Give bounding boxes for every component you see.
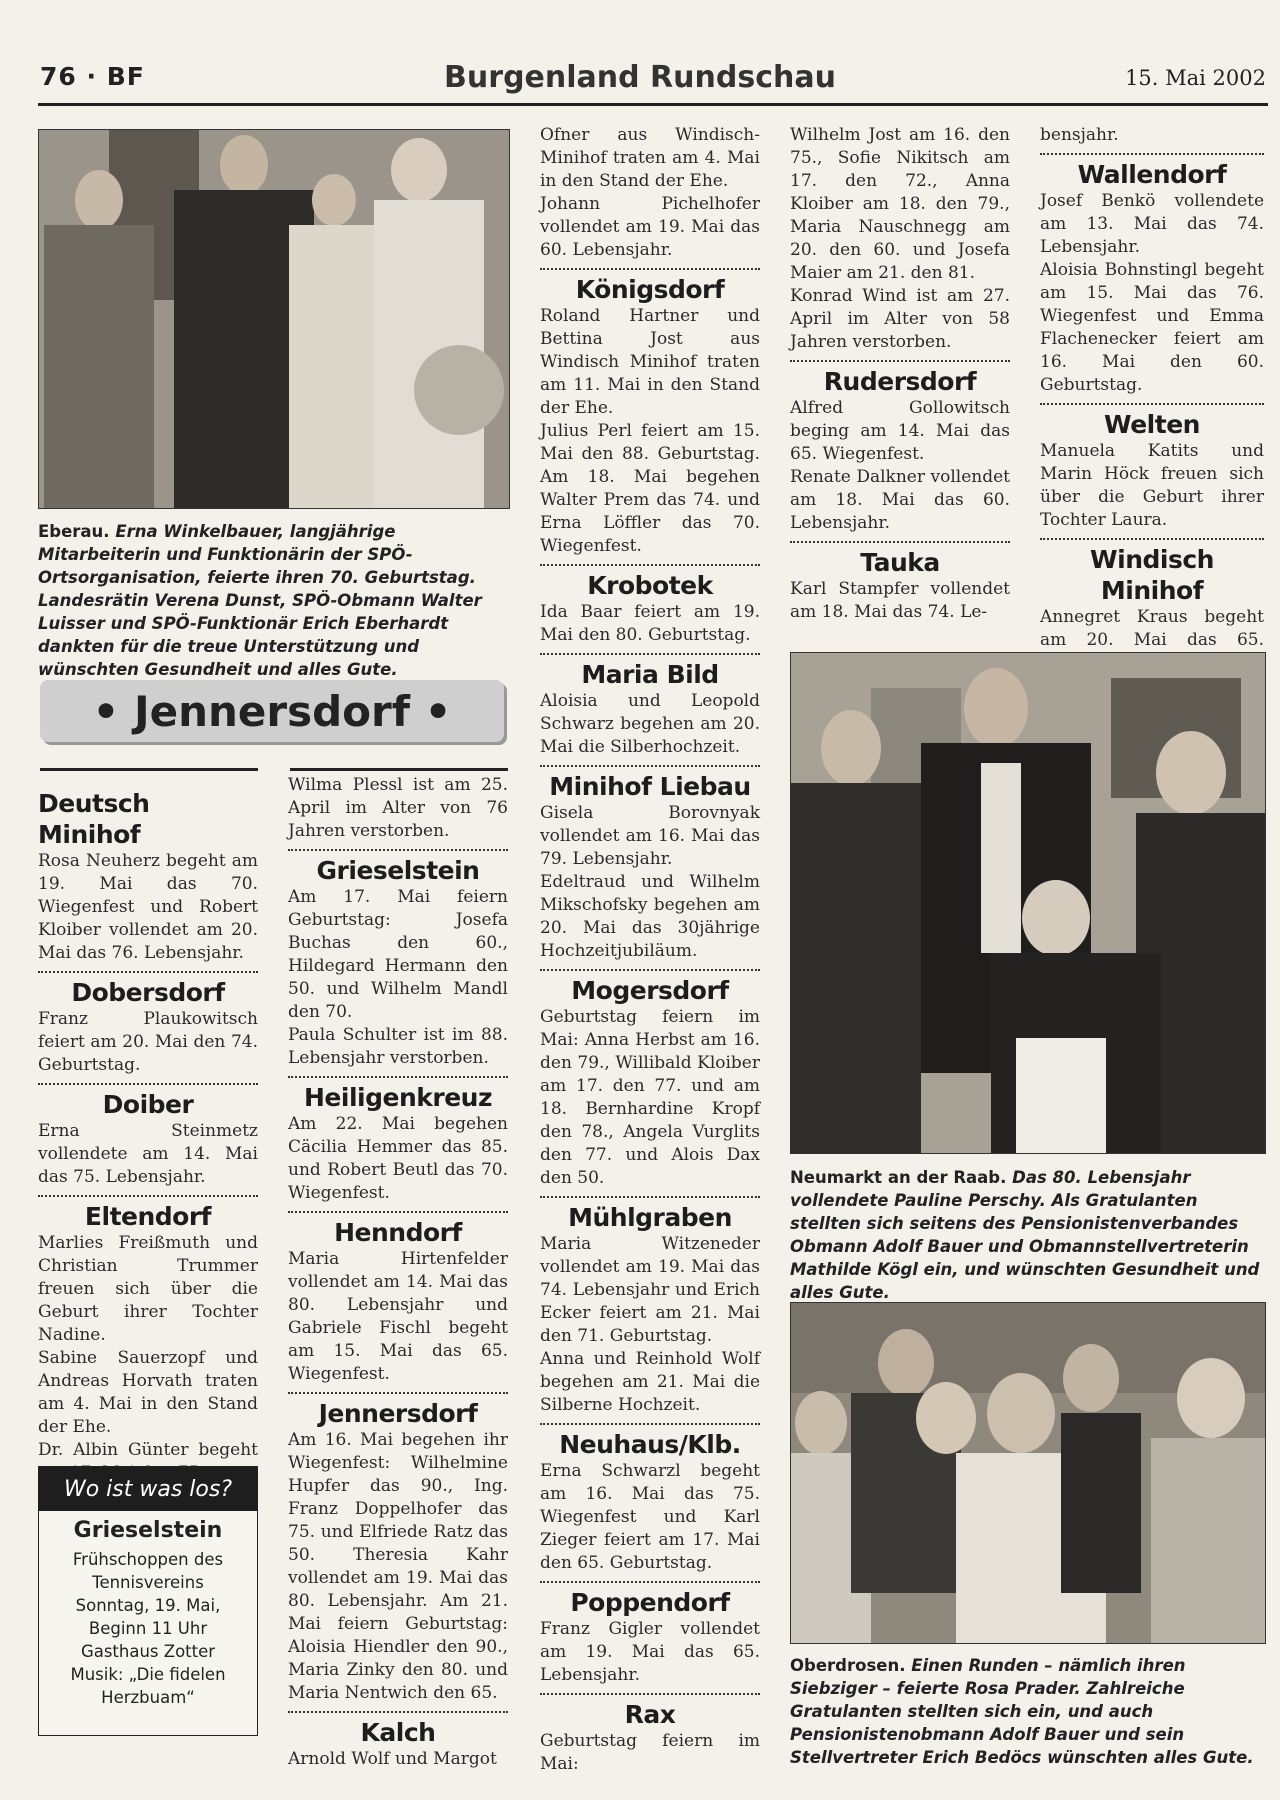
dotted-separator bbox=[540, 1196, 760, 1198]
event-box bbox=[38, 1466, 258, 1736]
article-text: Ofner aus Windisch-Minihof traten am 4. Mai in den Stand der Ehe. bbox=[540, 125, 760, 191]
heading: Windisch Minihof bbox=[1090, 545, 1214, 605]
dotted-separator bbox=[38, 1195, 258, 1197]
issue-date: 15. Mai 2002 bbox=[1125, 66, 1266, 90]
photo-oberdrosen-image bbox=[791, 1303, 1265, 1643]
caption-place: Eberau. bbox=[38, 522, 110, 541]
dotted-separator bbox=[288, 1076, 508, 1078]
heading: Eltendorf bbox=[84, 1202, 212, 1231]
event-line: Frühschoppen des bbox=[72, 1550, 224, 1569]
article-text: Konrad Wind ist am 27. April im Alter von 58 Jahren verstorben. bbox=[790, 286, 1010, 352]
heading: Krobotek bbox=[587, 571, 713, 600]
dotted-separator bbox=[540, 969, 760, 971]
article-text: Wilma Plessl ist am 25. April im Alter von 76 Jahren verstorben. bbox=[288, 775, 508, 841]
column-rule bbox=[290, 768, 508, 771]
dotted-separator bbox=[540, 653, 760, 655]
photo-eberau bbox=[38, 129, 510, 509]
article-text: Gisela Borovnyak vollendet am 16. Mai das 79. Lebensjahr. bbox=[540, 803, 760, 869]
dotted-separator bbox=[540, 765, 760, 767]
article-text: Josef Benkö vollendete am 13. Mai das 74. Lebensjahr. bbox=[1040, 191, 1264, 257]
dotted-separator bbox=[38, 1083, 258, 1085]
dotted-separator bbox=[1040, 538, 1264, 540]
dotted-separator bbox=[540, 1423, 760, 1425]
caption-place: Oberdrosen. bbox=[790, 1656, 906, 1675]
article-text: Maria Witzeneder vollendet am 19. Mai das 74. Lebensjahr und Erich Ecker feiert am 21. Mai den 71. Geburtstag. bbox=[540, 1234, 760, 1346]
article-text: Arnold Wolf und Margot bbox=[288, 1749, 497, 1769]
column-4 bbox=[790, 124, 1010, 624]
article-text: Am 16. Mai begehen ihr Wiegenfest: Wilhelmine Hupfer das 90., Ing. Franz Doppelhofer das 75. und Elfriede Ratz das 50. Theresia Kahr vollendet am 19. Mai das 80. Lebensjahr. Am 21. Mai feiern Geburtstag: Aloisia Hiendler den 90., Maria Zinky den 80. und Maria Nentwich den 65. bbox=[288, 1430, 508, 1703]
event-line: Herzbuam“ bbox=[101, 1688, 195, 1707]
article-text: Aloisia und Leopold Schwarz begehen am 20. Mai die Silberhochzeit. bbox=[540, 691, 760, 757]
article-text: Geburtstag feiern im Mai: bbox=[540, 1731, 760, 1774]
photo-neumarkt-image bbox=[791, 653, 1265, 1153]
dotted-separator bbox=[288, 849, 508, 851]
caption-text: Das 80. Lebensjahr vollendete Pauline Perschy. Als Gratulanten stellten sich seitens des Pensionistenverbandes Obmann Adolf Bauer und Obmannstellvertreterin Mathilde Kögl ein, und wünschten Gesundheit und alles Gute. bbox=[790, 1168, 1260, 1302]
article-text: Roland Hartner und Bettina Jost aus Windisch Minihof traten am 11. Mai in den Stand der Ehe. bbox=[540, 306, 760, 418]
heading: Mogersdorf bbox=[571, 976, 729, 1005]
caption-neumarkt bbox=[790, 1166, 1264, 1304]
article-text: Erna Schwarzl begeht am 16. Mai das 75. Wiegenfest und Karl Zieger feiert am 17. Mai den 65. Geburtstag. bbox=[540, 1461, 760, 1573]
section-banner bbox=[40, 680, 504, 742]
event-line: Tennisvereins bbox=[92, 1573, 204, 1592]
heading: Maria Bild bbox=[581, 660, 719, 689]
caption-eberau bbox=[38, 520, 510, 681]
article-text: Franz Gigler vollendet am 19. Mai das 65. Lebensjahr. bbox=[540, 1619, 760, 1685]
article-text: Karl Stampfer vollendet am 18. Mai das 74. Le- bbox=[790, 579, 1010, 622]
photo-oberdrosen bbox=[790, 1302, 1266, 1644]
heading: Rudersdorf bbox=[823, 367, 977, 396]
article-text: Maria Hirtenfelder vollendet am 14. Mai das 80. Lebensjahr und Gabriele Fischl begeht am 15. Mai das 65. Wiegenfest. bbox=[288, 1249, 508, 1384]
article-text: Wilhelm Jost am 16. den 75., Sofie Nikitsch am 17. den 72., Anna Kloiber am 18. den 79., Maria Nauschnegg am 20. den 60. und Josefa Maier am 21. den 81. bbox=[790, 125, 1010, 283]
dotted-separator bbox=[1040, 153, 1264, 155]
event-line: Musik: „Die fidelen bbox=[70, 1665, 226, 1684]
dotted-separator bbox=[540, 1581, 760, 1583]
dotted-separator bbox=[540, 268, 760, 270]
heading: Deutsch Minihof bbox=[38, 789, 150, 849]
event-place: Grieselstein bbox=[73, 1518, 223, 1543]
dotted-separator bbox=[790, 360, 1010, 362]
article-text: Sabine Sauerzopf und Andreas Horvath traten am 4. Mai in den Stand der Ehe. bbox=[38, 1348, 258, 1437]
heading: Dobersdorf bbox=[71, 978, 225, 1007]
article-text: Dr. Albin Günter begeht bbox=[38, 1440, 258, 1460]
article-text: Renate Dalkner vollendet am 18. Mai das 60. Lebensjahr. bbox=[790, 467, 1010, 533]
article-text: Marlies Freißmuth und Christian Trummer freuen sich über die Geburt ihrer Tochter Nadine. bbox=[38, 1233, 258, 1345]
photo-eberau-image bbox=[39, 130, 509, 508]
article-text: Anna und Reinhold Wolf begehen am 21. Mai die Silberne Hochzeit. bbox=[540, 1349, 760, 1415]
dotted-separator bbox=[540, 1693, 760, 1695]
heading: Rax bbox=[624, 1700, 676, 1729]
column-3 bbox=[540, 124, 760, 1776]
event-line: Beginn 11 Uhr bbox=[88, 1619, 208, 1638]
article-text: Am 22. Mai begehen Cäcilia Hemmer das 85. und Robert Beutl das 70. Wiegenfest. bbox=[288, 1114, 508, 1203]
caption-oberdrosen bbox=[790, 1654, 1264, 1769]
dotted-separator bbox=[1040, 403, 1264, 405]
caption-place: Neumarkt an der Raab. bbox=[790, 1168, 1007, 1187]
caption-text: Einen Runden – nämlich ihren Siebziger – feierte Rosa Prader. Zahlreiche Gratulanten stellten sich ein, und auch Pensionistenobmann Adolf Bauer und sein Stellvertreter Erich Bedöcs wünschten alles Gute. bbox=[790, 1656, 1254, 1767]
page-number: 76 · BF bbox=[40, 62, 145, 91]
newspaper-title: Burgenland Rundschau bbox=[444, 60, 836, 95]
column-5 bbox=[1040, 124, 1264, 675]
article-text: Erna Steinmetz vollendete am 14. Mai das 75. Lebensjahr. bbox=[38, 1121, 258, 1187]
article-text: Edeltraud und Wilhelm Mikschofsky begehen am 20. Mai das 30jährige Hochzeitjubiläum. bbox=[540, 872, 760, 961]
article-text: Aloisia Bohnstingl begeht am 15. Mai das 76. Wiegenfest und Emma Flachenecker feiert am 16. Mai den 60. Geburtstag. bbox=[1040, 260, 1264, 395]
article-text: bensjahr. bbox=[1040, 125, 1119, 145]
heading: Mühlgraben bbox=[568, 1203, 732, 1232]
column-2 bbox=[288, 774, 508, 1771]
heading: Grieselstein bbox=[316, 856, 480, 885]
article-text: Annegret Kraus begeht am 20. Mai das 65. bbox=[1040, 607, 1264, 650]
heading: Henndorf bbox=[334, 1218, 462, 1247]
heading: Minihof Liebau bbox=[549, 772, 751, 801]
heading: Königsdorf bbox=[575, 275, 725, 304]
dotted-separator bbox=[540, 564, 760, 566]
heading: Poppendorf bbox=[570, 1588, 730, 1617]
heading: Welten bbox=[1104, 410, 1200, 439]
heading: Tauka bbox=[860, 548, 940, 577]
event-line: Gasthaus Zotter bbox=[80, 1642, 216, 1661]
dotted-separator bbox=[288, 1211, 508, 1213]
heading: Doiber bbox=[102, 1090, 194, 1119]
article-text: Geburtstag feiern im Mai: Anna Herbst am 16. den 79., Willibald Kloiber am 17. den 77. und am 18. Bernhardine Kropf den 78., Angela Vurglits den 77. und Alois Dax den 50. bbox=[540, 1007, 760, 1188]
column-rule bbox=[40, 768, 258, 771]
article-text: Manuela Katits und Marin Höck freuen sich über die Geburt ihrer Tochter Laura. bbox=[1040, 441, 1264, 530]
article-text: Alfred Gollowitsch beging am 14. Mai das 65. Wiegenfest. bbox=[790, 398, 1010, 464]
event-box-body bbox=[39, 1511, 257, 1709]
article-text: Franz Plaukowitsch feiert am 20. Mai den 74. Geburtstag. bbox=[38, 1009, 258, 1075]
section-banner-label: • Jennersdorf • bbox=[92, 686, 452, 736]
article-text: Julius Perl feiert am 15. Mai den 88. Geburtstag. Am 18. Mai begehen Walter Prem das 74. und Erna Löffler das 70. Wiegenfest. bbox=[540, 421, 760, 556]
event-line: Sonntag, 19. Mai, bbox=[75, 1596, 221, 1615]
heading: Neuhaus/Klb. bbox=[559, 1430, 741, 1459]
heading: Heiligenkreuz bbox=[304, 1083, 492, 1112]
photo-neumarkt bbox=[790, 652, 1266, 1154]
caption-text: Erna Winkelbauer, langjährige Mitarbeiterin und Funktionärin der SPÖ-Ortsorganisation, feierte ihren 70. Geburtstag. Landesrätin Verena Dunst, SPÖ-Obmann Walter Luisser und SPÖ-Funktionär Erich Eberhardt dankten für die treue Unterstützung und wünschten Gesundheit und alles Gute. bbox=[38, 522, 482, 679]
heading: Jennersdorf bbox=[318, 1399, 478, 1428]
heading: Wallendorf bbox=[1077, 160, 1227, 189]
article-text: Am 17. Mai feiern Geburtstag: Josefa Buchas den 60., Hildegard Hermann den 50. und Wilhelm Mandl den 70. bbox=[288, 887, 508, 1022]
article-text: Paula Schulter ist im 88. Lebensjahr verstorben. bbox=[288, 1025, 508, 1068]
dotted-separator bbox=[790, 541, 1010, 543]
dotted-separator bbox=[288, 1711, 508, 1713]
dotted-separator bbox=[38, 971, 258, 973]
column-1 bbox=[38, 786, 258, 1485]
header-rule bbox=[38, 103, 1268, 106]
event-box-title: Wo ist was los? bbox=[39, 1467, 257, 1511]
article-text: Rosa Neuherz begeht am 19. Mai das 70. Wiegenfest und Robert Kloiber vollendet am 20. Mai das 76. Lebensjahr. bbox=[38, 851, 258, 963]
dotted-separator bbox=[288, 1392, 508, 1394]
article-text: Ida Baar feiert am 19. Mai den 80. Geburtstag. bbox=[540, 602, 760, 645]
article-text: Johann Pichelhofer vollendet am 19. Mai das 60. Lebensjahr. bbox=[540, 194, 760, 260]
heading: Kalch bbox=[360, 1718, 436, 1747]
